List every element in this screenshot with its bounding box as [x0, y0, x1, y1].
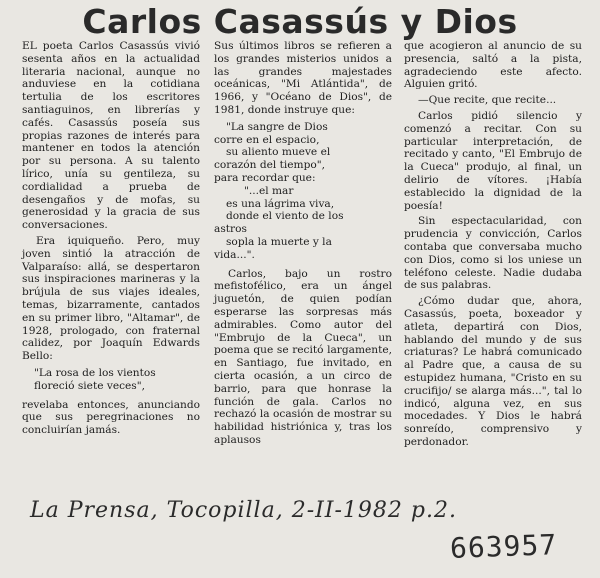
verse-line: "La sangre de Dios: [226, 120, 328, 133]
paragraph: Sin espectacularidad, con prudencia y convicción, Carlos contaba que conversaba mucho con Dios, como si los uniese un teléfono celeste. Nadie dudaba de sus palabras.: [404, 215, 582, 292]
headline: Carlos Casassús y Dios: [82, 2, 518, 41]
verse-line: astros: [214, 223, 247, 236]
verse-line: corazón del tiempo",: [214, 159, 326, 172]
paragraph: que acogieron al anuncio de su presencia, saltó a la pista, agradeciendo este afecto. Alguien gritó.: [404, 40, 582, 91]
paragraph: Sus últimos libros se refieren a los grandes misterios unidos a las grandes majestades oceánicas, "Mi Atlántida", de 1966, y "Océano de Dios", de 1981, donde instruye que:: [214, 40, 392, 116]
article-column-3: [404, 40, 582, 452]
paragraph: ¿Cómo dudar que, ahora, Casassús, poeta, boxeador y atleta, departirá con Dios, hablando del mundo y de sus criaturas? Le habrá comunicado al Padre que, a causa de su estupidez humana, "Cristo en su crucifijo/ se alarga más...", tal lo indicó, alguna vez, en sus mocedades. Y Dios le habrá sonreído, comprensivo y perdonador.: [404, 295, 582, 448]
article-column-2: [214, 40, 392, 450]
paragraph: revelaba entonces, anunciando que sus peregrinaciones no concluirían jamás.: [22, 398, 200, 437]
verse-line: "...el mar: [244, 184, 294, 197]
verse-line: vida...".: [214, 248, 255, 261]
catalog-number: 663957: [449, 528, 558, 565]
paragraph: EL poeta Carlos Casassús vivió sesenta años en la actualidad literaria nacional, aunque no anduviese en la cotidiana tertulia de los escritores santiaguinos, en librerías y cafés. Casassús poseía sus propias razones de interés para mantener en todos la atención por su persona. A su talento lírico, unía su gentileza, su cordialidad a prueba de desengaños y de mofas, su generosidad y la gracia de sus conversaciones.: [22, 40, 200, 232]
paragraph: Carlos pidió silencio y comenzó a recitar. Con su particular interpretación, de recitado y canto, "El Embrujo de la Cueca" produjo, al final, un delirio de vítores. ¡Había establecido la dignidad de la poesía!: [404, 109, 582, 212]
verse-line: donde el viento de los: [226, 210, 344, 223]
verse-line: para recordar que:: [214, 171, 316, 184]
verse-line: sopla la muerte y la: [226, 235, 332, 248]
paragraph: —Que recite, que recite...: [418, 94, 557, 107]
verse-line: su aliento mueve el: [226, 146, 331, 159]
verse-line: "La rosa de los vientos: [34, 366, 156, 379]
article-column-1: [22, 40, 200, 440]
verse-line: floreció siete veces",: [34, 379, 145, 392]
verse-quote: [214, 121, 392, 262]
paragraph: Carlos, bajo un rostro mefistofélico, era un ángel juguetón, de quien podían esperarse las sorpresas más admirables. Como autor del "Embrujo de la Cueca", un poema que se recitó largamente, en Santiago, fue invitado, en cierta ocasión, a un circo de barrio, para que honrase la función de gala. Carlos no rechazó la ocasión de mostrar su habilidad histriónica y, tras los aplausos: [214, 267, 392, 446]
handwritten-source-note: La Prensa, Tocopilla, 2-II-1982 p.2.: [30, 498, 457, 523]
verse-line: es una lágrima viva,: [226, 197, 335, 210]
verse-quote: [22, 367, 200, 393]
paragraph: Era iquiqueño. Pero, muy joven sintió la atracción de Valparaíso: allá, se despertaron sus inspiraciones marineras y la brújula de sus viajes ideales, temas, bizarramente, cantados en su primer libro, "Altamar", de 1928, prologado, con fraternal calidez, por Joaquín Edwards Bello:: [22, 234, 200, 363]
verse-line: corre en el espacio,: [214, 133, 320, 146]
